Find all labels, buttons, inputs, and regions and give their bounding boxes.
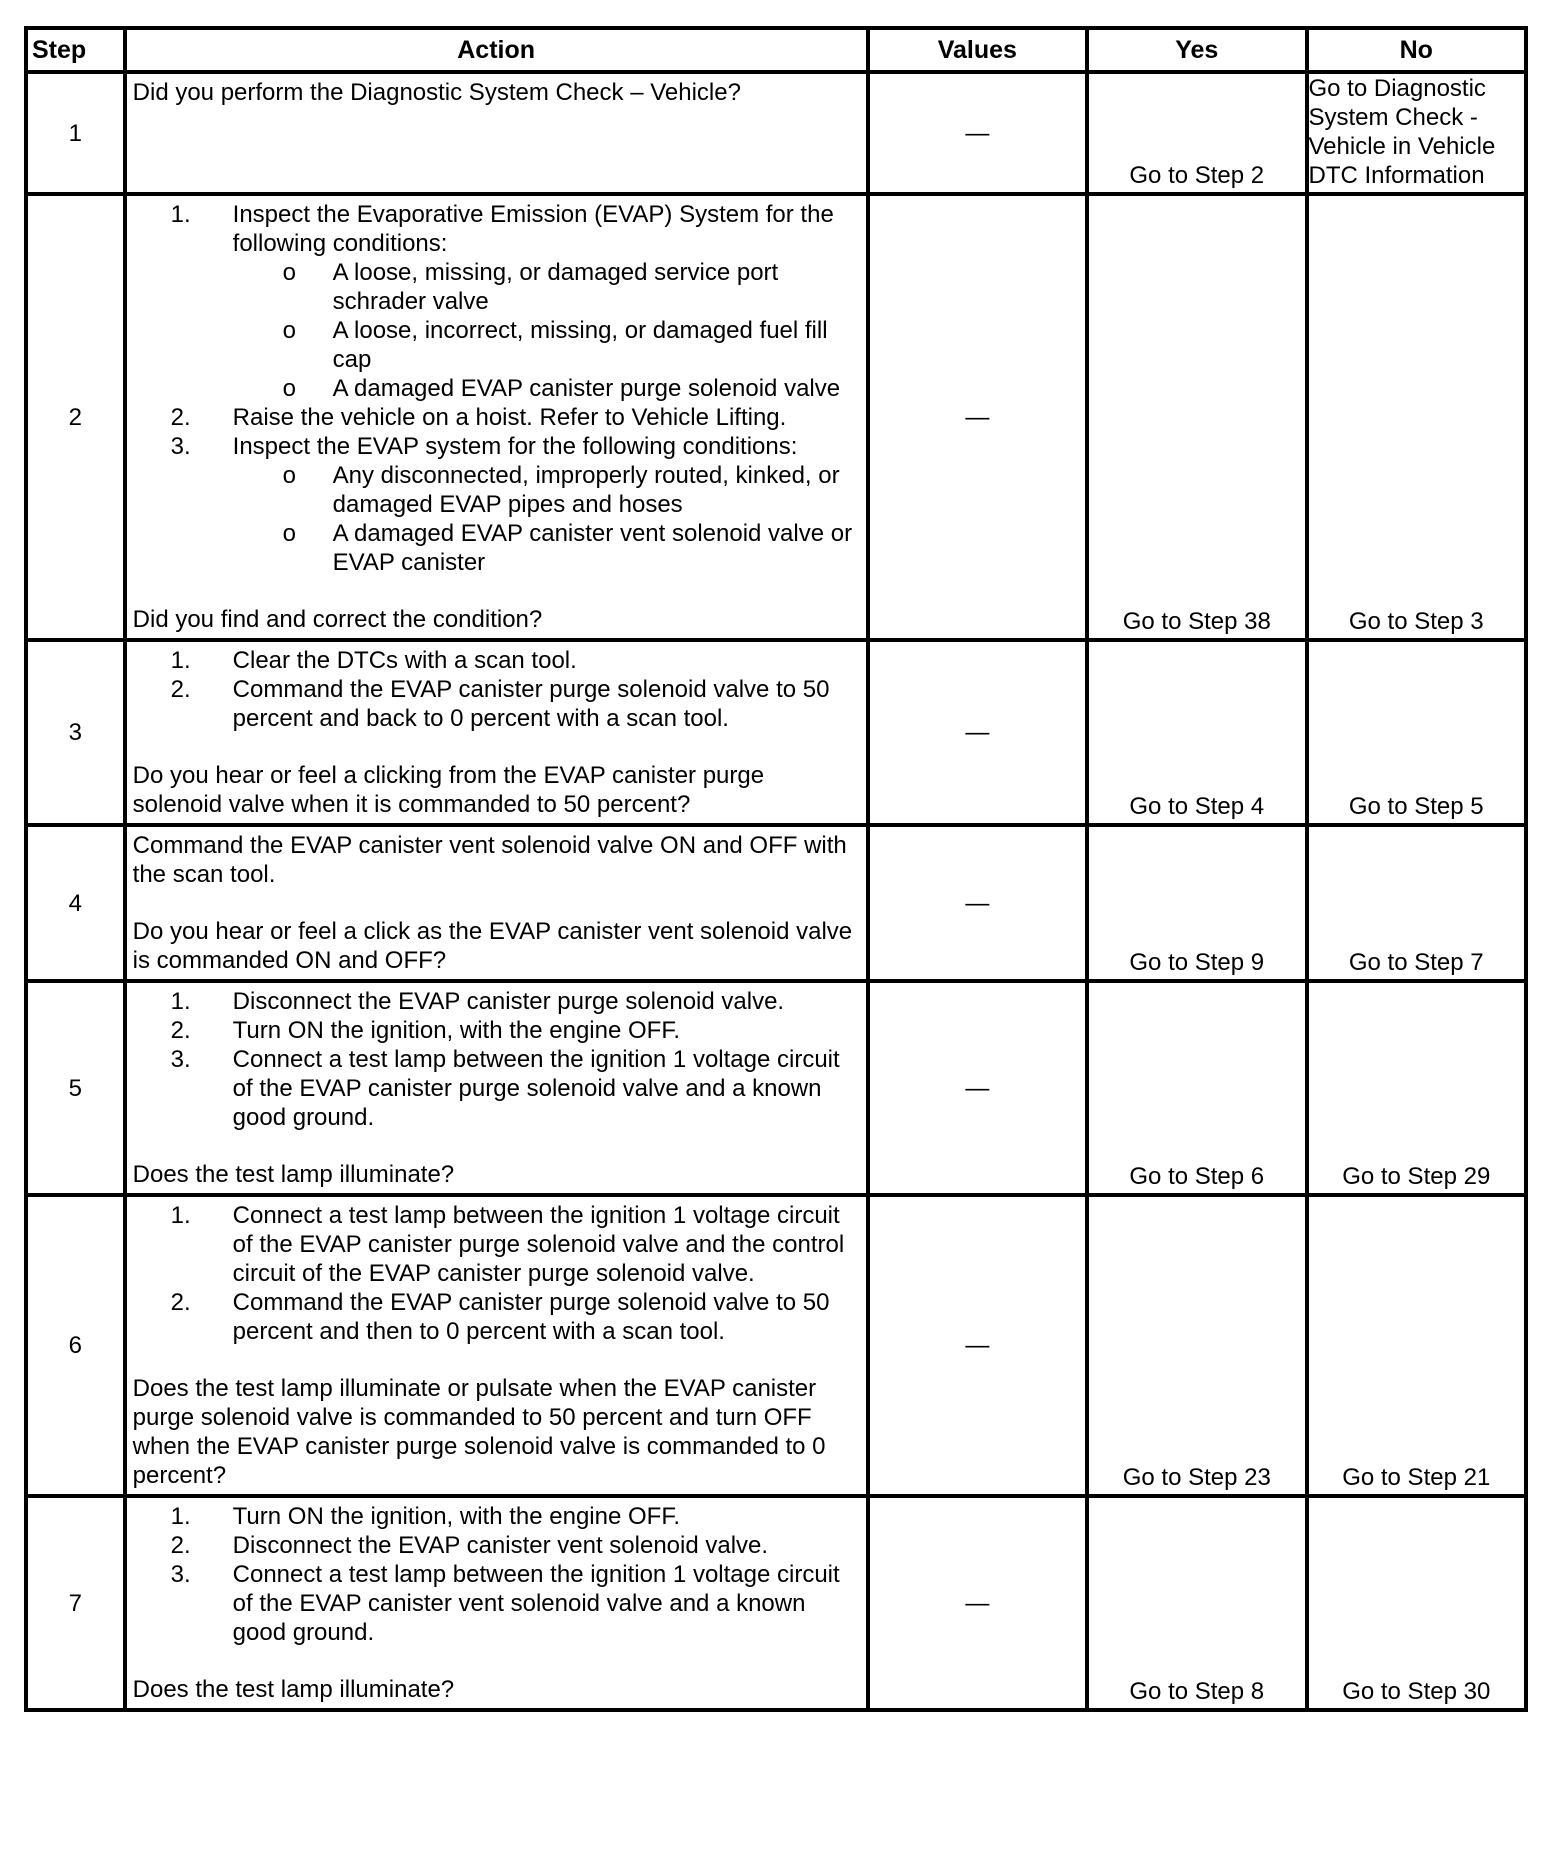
sub-list <box>233 461 860 577</box>
step-item-number: 2. <box>170 1532 191 1559</box>
values-cell: — <box>868 72 1087 194</box>
sub-item-text: A loose, incorrect, missing, or damaged fuel fill cap <box>332 317 828 373</box>
action-steps <box>133 1201 860 1346</box>
step-item-text: Inspect the EVAP system for the following conditions: <box>232 433 798 460</box>
step-item-text: Disconnect the EVAP canister vent solenoid valve. <box>232 1532 769 1559</box>
sub-item-text: A loose, missing, or damaged service port schrader valve <box>332 259 779 315</box>
step-item-number: 2. <box>170 1017 191 1044</box>
action-step <box>170 1045 860 1132</box>
action-step <box>170 1288 860 1346</box>
step-item-number: 3. <box>170 1046 191 1073</box>
action-intro: Command the EVAP canister vent solenoid valve ON and OFF with the scan tool. <box>132 832 847 888</box>
no-cell <box>1307 1195 1527 1496</box>
header-row <box>26 28 1526 72</box>
header-action: Action <box>125 28 868 72</box>
no-cell <box>1307 640 1527 825</box>
no-link: Go to Step 30 <box>1342 1678 1491 1705</box>
diagnostic-table <box>24 26 1528 1712</box>
action-question: Do you hear or feel a click as the EVAP canister vent solenoid valve is commanded ON and OFF? <box>132 918 853 974</box>
sub-item-text: A damaged EVAP canister purge solenoid valve <box>332 375 841 402</box>
step-item-text: Connect a test lamp between the ignition 1 voltage circuit of the EVAP canister vent solenoid valve and a known good ground. <box>232 1561 840 1646</box>
header-yes: Yes <box>1087 28 1306 72</box>
step-item-text: Inspect the Evaporative Emission (EVAP) System for the following conditions: <box>232 201 834 257</box>
no-cell <box>1307 72 1527 194</box>
sub-item <box>282 519 860 577</box>
table-row <box>26 1496 1526 1710</box>
yes-cell <box>1087 194 1306 640</box>
sub-item <box>282 316 860 374</box>
action-steps <box>133 646 860 733</box>
step-item-number: 3. <box>170 433 191 460</box>
action-question: Does the test lamp illuminate? <box>132 1676 455 1703</box>
action-intro: Did you perform the Diagnostic System Check – Vehicle? <box>132 79 741 106</box>
action-step <box>170 1201 860 1288</box>
action-step <box>170 1560 860 1647</box>
bullet-icon: o <box>282 375 297 402</box>
action-step <box>170 1502 860 1531</box>
yes-link: Go to Step 4 <box>1129 793 1265 820</box>
table-row <box>26 825 1526 981</box>
action-step <box>170 1016 860 1045</box>
sub-item <box>282 258 860 316</box>
yes-link: Go to Step 38 <box>1122 608 1271 635</box>
bullet-icon: o <box>282 317 297 344</box>
step-number: 4 <box>26 825 125 981</box>
step-item-text: Raise the vehicle on a hoist. Refer to Vehicle Lifting. <box>232 404 787 431</box>
yes-cell <box>1087 640 1306 825</box>
table-row <box>26 1195 1526 1496</box>
yes-cell <box>1087 72 1306 194</box>
step-item-number: 2. <box>170 404 191 431</box>
yes-link: Go to Step 8 <box>1129 1678 1265 1705</box>
action-step <box>170 1531 860 1560</box>
table-row <box>26 981 1526 1195</box>
action-cell <box>125 1496 868 1710</box>
step-item-text: Turn ON the ignition, with the engine OFF. <box>232 1017 680 1044</box>
no-cell <box>1307 981 1527 1195</box>
sub-item <box>282 374 860 403</box>
step-number: 6 <box>26 1195 125 1496</box>
values-cell: — <box>868 640 1087 825</box>
no-link: Go to Diagnostic System Check - Vehicle in Vehicle DTC Information <box>1308 75 1496 189</box>
values-cell: — <box>868 1496 1087 1710</box>
step-item-number: 2. <box>170 1289 191 1316</box>
step-number: 5 <box>26 981 125 1195</box>
table-row <box>26 194 1526 640</box>
no-link: Go to Step 21 <box>1342 1464 1491 1491</box>
bullet-icon: o <box>282 462 297 489</box>
step-item-number: 1. <box>170 1202 191 1229</box>
sub-item-text: A damaged EVAP canister vent solenoid valve or EVAP canister <box>332 520 853 576</box>
action-step <box>170 200 860 403</box>
action-step <box>170 403 860 432</box>
table-row <box>26 72 1526 194</box>
yes-cell <box>1087 1496 1306 1710</box>
step-item-number: 1. <box>170 201 191 228</box>
yes-link: Go to Step 6 <box>1129 1163 1265 1190</box>
action-cell <box>125 194 868 640</box>
values-cell: — <box>868 825 1087 981</box>
step-number: 1 <box>26 72 125 194</box>
step-item-number: 1. <box>170 988 191 1015</box>
no-link: Go to Step 3 <box>1348 608 1484 635</box>
action-question: Do you hear or feel a clicking from the EVAP canister purge solenoid valve when it is commanded to 50 percent? <box>132 762 765 818</box>
step-item-number: 3. <box>170 1561 191 1588</box>
bullet-icon: o <box>282 520 297 547</box>
step-item-number: 1. <box>170 647 191 674</box>
no-cell <box>1307 825 1527 981</box>
action-cell <box>125 981 868 1195</box>
header-values: Values <box>868 28 1087 72</box>
action-steps <box>133 200 860 577</box>
values-cell: — <box>868 194 1087 640</box>
step-item-text: Clear the DTCs with a scan tool. <box>232 647 577 674</box>
action-question: Does the test lamp illuminate or pulsate when the EVAP canister purge solenoid valve is commanded to 50 percent and turn OFF when the EVAP canister purge solenoid valve is commanded to 0 percent? <box>132 1375 826 1489</box>
step-item-text: Connect a test lamp between the ignition 1 voltage circuit of the EVAP canister purge solenoid valve and the control circuit of the EVAP canister purge solenoid valve. <box>232 1202 845 1287</box>
step-item-text: Turn ON the ignition, with the engine OFF. <box>232 1503 680 1530</box>
sub-item-text: Any disconnected, improperly routed, kinked, or damaged EVAP pipes and hoses <box>332 462 840 518</box>
sub-list <box>233 258 860 403</box>
bullet-icon: o <box>282 259 297 286</box>
yes-link: Go to Step 2 <box>1129 162 1265 189</box>
header-no: No <box>1307 28 1527 72</box>
step-item-text: Command the EVAP canister purge solenoid valve to 50 percent and back to 0 percent with a scan tool. <box>232 676 830 732</box>
action-step <box>170 646 860 675</box>
step-item-text: Command the EVAP canister purge solenoid valve to 50 percent and then to 0 percent with a scan tool. <box>232 1289 830 1345</box>
no-link: Go to Step 7 <box>1348 949 1484 976</box>
table-row <box>26 640 1526 825</box>
action-step <box>170 987 860 1016</box>
yes-cell <box>1087 825 1306 981</box>
action-question: Does the test lamp illuminate? <box>132 1161 455 1188</box>
action-step <box>170 432 860 577</box>
action-steps <box>133 1502 860 1647</box>
values-cell: — <box>868 1195 1087 1496</box>
step-item-text: Disconnect the EVAP canister purge solenoid valve. <box>232 988 785 1015</box>
action-steps <box>133 987 860 1132</box>
action-cell <box>125 640 868 825</box>
yes-link: Go to Step 23 <box>1122 1464 1271 1491</box>
no-link: Go to Step 5 <box>1348 793 1484 820</box>
header-step: Step <box>26 28 125 72</box>
action-step <box>170 675 860 733</box>
step-number: 2 <box>26 194 125 640</box>
step-number: 7 <box>26 1496 125 1710</box>
no-link: Go to Step 29 <box>1342 1163 1491 1190</box>
step-item-number: 2. <box>170 676 191 703</box>
values-cell: — <box>868 981 1087 1195</box>
no-cell <box>1307 1496 1527 1710</box>
sub-item <box>282 461 860 519</box>
no-cell <box>1307 194 1527 640</box>
action-question: Did you find and correct the condition? <box>132 606 543 633</box>
step-number: 3 <box>26 640 125 825</box>
step-item-text: Connect a test lamp between the ignition 1 voltage circuit of the EVAP canister purge solenoid valve and a known good ground. <box>232 1046 840 1131</box>
yes-cell <box>1087 981 1306 1195</box>
step-item-number: 1. <box>170 1503 191 1530</box>
yes-link: Go to Step 9 <box>1129 949 1265 976</box>
action-cell <box>125 72 868 194</box>
action-cell <box>125 1195 868 1496</box>
yes-cell <box>1087 1195 1306 1496</box>
action-cell <box>125 825 868 981</box>
